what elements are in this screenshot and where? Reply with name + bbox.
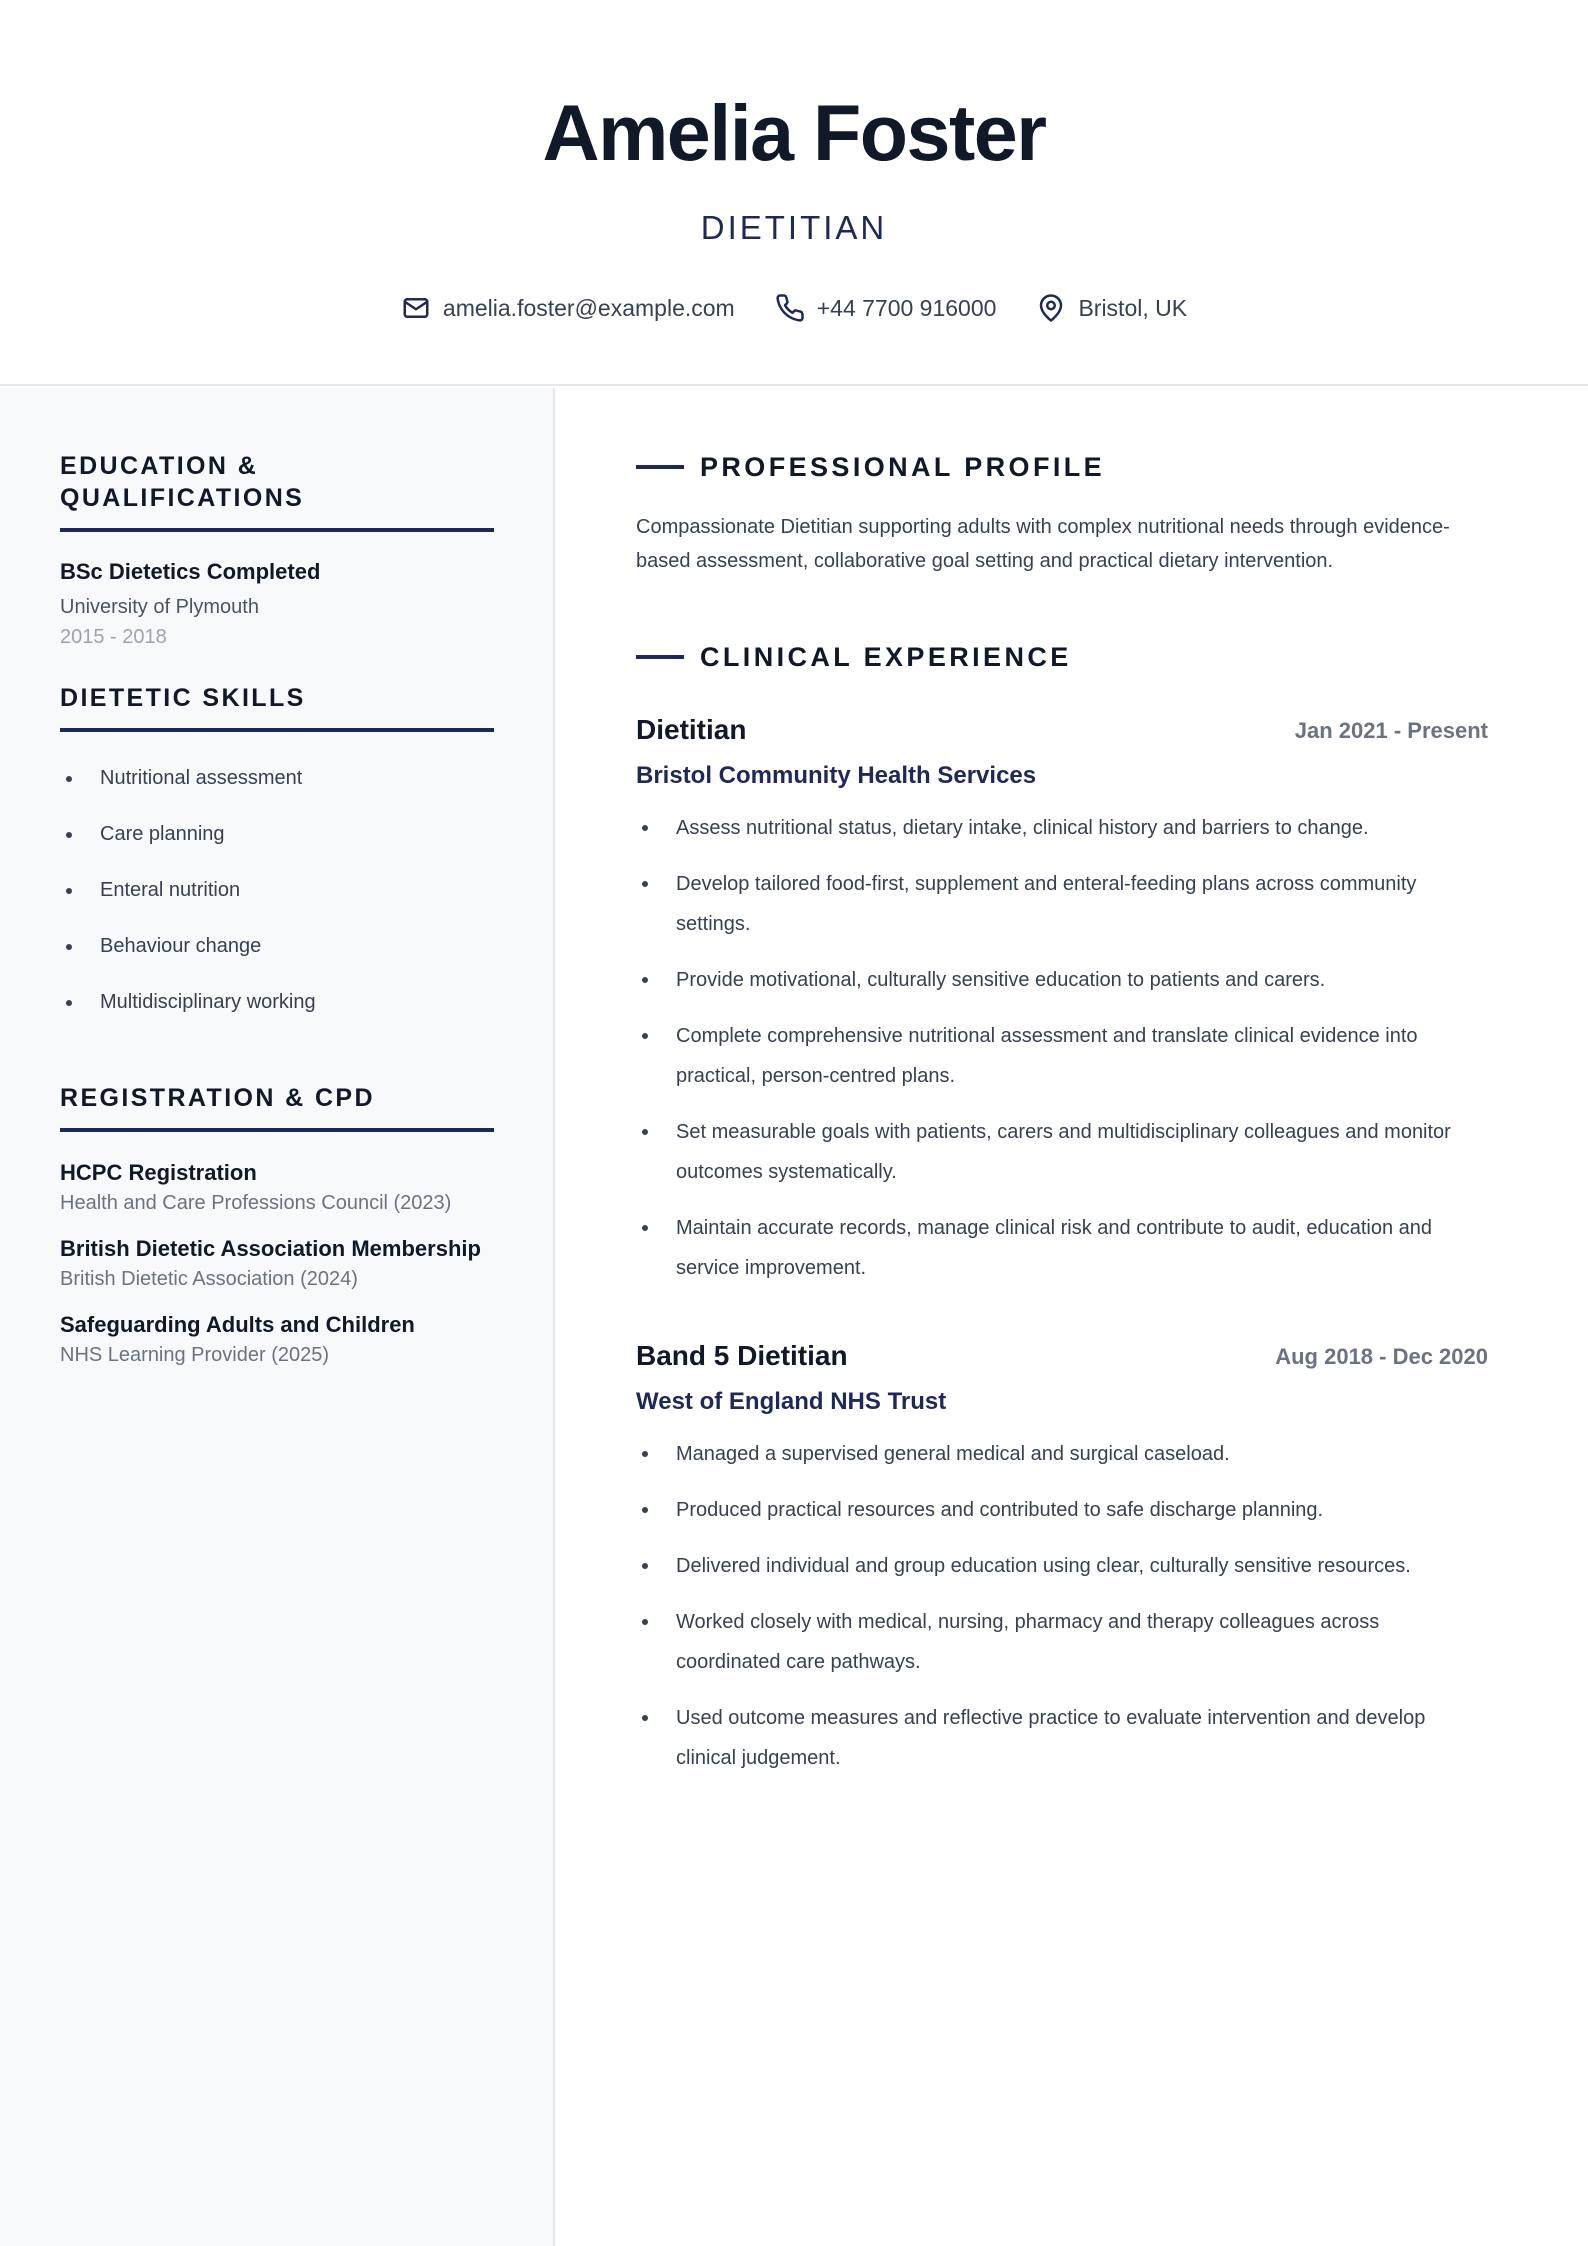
bullet-text: Maintain accurate records, manage clinical risk and contribute to audit, education and service improvement. xyxy=(676,1217,1432,1279)
location-text: Bristol, UK xyxy=(1078,295,1188,321)
profile-text: Compassionate Dietitian supporting adults with complex nutritional needs through evidence-based assessment, collaborative goal setting and practical dietary intervention. xyxy=(636,516,1450,572)
job-bullets xyxy=(636,808,1488,1288)
job-role: DIETITIAN xyxy=(700,209,888,246)
skill-label: Behaviour change xyxy=(100,935,262,957)
resume-header xyxy=(0,0,1588,386)
bullet-icon xyxy=(642,1563,648,1569)
bullet-icon xyxy=(642,1033,648,1039)
list-item xyxy=(60,806,494,862)
skills-list xyxy=(60,750,494,1030)
bullet-icon xyxy=(66,1000,72,1006)
bullet-text: Develop tailored food-first, supplement and enteral-feeding plans across community settings. xyxy=(676,873,1417,935)
job-entry xyxy=(636,1338,1488,1794)
bullet-text: Set measurable goals with patients, carers and multidisciplinary colleagues and monitor outcomes systematically. xyxy=(676,1121,1451,1183)
job-title: Band 5 Dietitian xyxy=(636,1340,848,1371)
bullet-text: Used outcome measures and reflective practice to evaluate intervention and develop clinical judgement. xyxy=(676,1707,1426,1769)
bullet-icon xyxy=(642,1451,648,1457)
list-item xyxy=(60,918,494,974)
bullet-icon xyxy=(66,776,72,782)
heading-accent-bar xyxy=(636,655,684,659)
registration-title: REGISTRATION & CPD xyxy=(60,1082,494,1132)
list-item xyxy=(636,960,1488,1000)
candidate-name: Amelia Foster xyxy=(542,88,1046,177)
bullet-text: Managed a supervised general medical and surgical caseload. xyxy=(676,1443,1230,1465)
skills-title: DIETETIC SKILLS xyxy=(60,682,494,732)
bullet-icon xyxy=(642,1129,648,1135)
list-item xyxy=(636,1546,1488,1586)
registration-item xyxy=(60,1310,494,1368)
bullet-text: Delivered individual and group education using clear, culturally sensitive resources. xyxy=(676,1555,1411,1577)
bullet-icon xyxy=(642,825,648,831)
contact-phone[interactable] xyxy=(775,290,997,326)
profile-heading xyxy=(636,450,1105,484)
list-item xyxy=(636,1208,1488,1288)
registration-item xyxy=(60,1234,494,1292)
bullet-icon xyxy=(66,888,72,894)
list-item xyxy=(636,1016,1488,1096)
skill-label: Multidisciplinary working xyxy=(100,991,316,1013)
registration-item xyxy=(60,1158,494,1216)
bullet-icon xyxy=(642,1619,648,1625)
registration-org: Health and Care Professions Council (2023) xyxy=(60,1192,452,1214)
skill-label: Care planning xyxy=(100,823,225,845)
list-item xyxy=(636,864,1488,944)
profile-title: PROFESSIONAL PROFILE xyxy=(700,452,1106,482)
sidebar xyxy=(0,388,555,2246)
list-item xyxy=(636,1112,1488,1192)
bullet-icon xyxy=(642,977,648,983)
job-title: Dietitian xyxy=(636,714,747,745)
job-header xyxy=(636,1338,1488,1378)
job-dates: Aug 2018 - Dec 2020 xyxy=(1275,1344,1488,1369)
bullet-icon xyxy=(642,1507,648,1513)
education-title: EDUCATION & QUALIFICATIONS xyxy=(60,450,494,532)
bullet-icon xyxy=(642,1225,648,1231)
job-entry xyxy=(636,712,1488,1304)
list-item xyxy=(60,750,494,806)
job-dates: Jan 2021 - Present xyxy=(1294,718,1488,743)
registration-name: British Dietetic Association Membership xyxy=(60,1236,481,1261)
registration-org: NHS Learning Provider (2025) xyxy=(60,1344,330,1366)
list-item xyxy=(636,808,1488,848)
phone-icon xyxy=(775,293,805,323)
experience-title: CLINICAL EXPERIENCE xyxy=(700,642,1072,672)
email-text: amelia.foster@example.com xyxy=(442,295,735,321)
list-item xyxy=(60,862,494,918)
job-organization: West of England NHS Trust xyxy=(636,1388,947,1415)
skills-section xyxy=(60,682,494,1030)
education-years: 2015 - 2018 xyxy=(60,626,167,648)
education-degree: BSc Dietetics Completed xyxy=(60,559,321,584)
job-bullets xyxy=(636,1434,1488,1778)
heading-accent-bar xyxy=(636,465,684,469)
mail-icon xyxy=(401,293,431,323)
bullet-icon xyxy=(66,832,72,838)
skill-label: Nutritional assessment xyxy=(100,767,303,789)
list-item xyxy=(636,1490,1488,1530)
phone-text: +44 7700 916000 xyxy=(816,295,997,321)
education-section xyxy=(60,450,494,650)
contact-info xyxy=(0,290,1588,326)
location-pin-icon xyxy=(1036,293,1066,323)
contact-location xyxy=(1036,290,1187,326)
bullet-text: Complete comprehensive nutritional assessment and translate clinical evidence into practical, person-centred plans. xyxy=(676,1025,1418,1087)
job-header xyxy=(636,712,1488,752)
education-school: University of Plymouth xyxy=(60,596,259,618)
bullet-icon xyxy=(66,944,72,950)
list-item xyxy=(636,1602,1488,1682)
bullet-text: Provide motivational, culturally sensitive education to patients and carers. xyxy=(676,969,1326,991)
list-item xyxy=(60,974,494,1030)
experience-heading xyxy=(636,640,1072,674)
bullet-icon xyxy=(642,1715,648,1721)
registration-name: Safeguarding Adults and Children xyxy=(60,1312,415,1337)
bullet-text: Assess nutritional status, dietary intake, clinical history and barriers to change. xyxy=(676,817,1369,839)
registration-section xyxy=(60,1082,494,1368)
skill-label: Enteral nutrition xyxy=(100,879,241,901)
list-item xyxy=(636,1434,1488,1474)
job-organization: Bristol Community Health Services xyxy=(636,762,1037,789)
contact-email[interactable] xyxy=(401,290,735,326)
bullet-icon xyxy=(642,881,648,887)
bullet-text: Produced practical resources and contributed to safe discharge planning. xyxy=(676,1499,1324,1521)
bullet-text: Worked closely with medical, nursing, pharmacy and therapy colleagues across coordinated care pathways. xyxy=(676,1611,1380,1673)
list-item xyxy=(636,1698,1488,1778)
registration-org: British Dietetic Association (2024) xyxy=(60,1268,358,1290)
registration-name: HCPC Registration xyxy=(60,1160,257,1185)
